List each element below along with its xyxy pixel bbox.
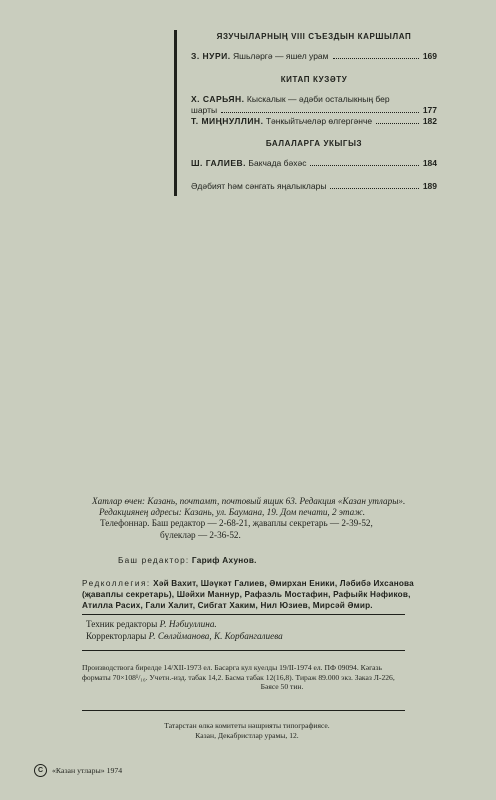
print-line: Производствога бирелде 14/XII-1973 ел. Басарга кул куелды 19/II-1974 ел. ПФ 09094. Кәгазь [82,663,383,672]
editorial-address [92,496,472,541]
toc-title: Тәнкыйтьчеләр өлгергәнче [265,116,373,126]
printing-house [82,721,412,741]
toc-leader-dots [333,58,419,59]
print-line: Бәясе 50 тин. [260,682,304,692]
toc-author: Х. САРЬЯН. [191,94,245,104]
chief-editor-name: Гариф Ахунов. [191,556,257,565]
toc-leader-dots [376,123,419,124]
toc-page-number: 189 [422,181,437,191]
divider-line [82,614,405,615]
tech-editor-name: Р. Нәбиуллина. [159,619,217,629]
toc-author: З. НУРИ. [191,51,231,61]
chief-editor [118,556,478,565]
technical-staff [86,618,446,642]
proofreaders-names: Р. Сөләйманова, К. Корбангалиева [148,631,283,641]
copyright-text: «Казан утлары» 1974 [52,766,123,775]
toc-entry [191,158,437,169]
toc-entry [191,181,437,192]
address-line: Редакциянең адресы: Казань, ул. Баумана, 19. Дом печати, 2 этаж. [99,507,366,518]
copyright-notice [34,764,234,777]
divider-line [82,650,405,651]
editorial-board [82,578,478,611]
toc-section-heading: БАЛАЛАРГА УКЫГЫЗ [265,139,363,148]
toc-title: Яшьләргә — яшел урам [233,51,329,61]
toc-leader-dots [221,112,419,113]
phone-line: Телефоннар. Баш редактор — 2-68-21, җаваплы секретарь — 2-39-52, [100,518,373,529]
toc-entry [191,116,437,127]
toc-author: Ш. ГАЛИЕВ. [191,158,247,168]
printing-house-line: Татарстан өлкә комитеты нәшрияты типографиясе. [164,721,330,730]
toc-page-number: 169 [422,51,437,61]
printing-house-line: Казан, Декабристлар урамы, 12. [195,731,299,740]
editorial-board-label: Редколлегия: [82,579,151,588]
table-of-contents [174,30,437,196]
toc-title: Кыскалык — әдәби осталыкның бер [246,94,390,104]
chief-editor-label: Баш редактор: [118,556,190,565]
toc-section-heading: ЯЗУЧЫЛАРНЫҢ VIII СЪЕЗДЫН КАРШЫЛАП [216,32,412,41]
toc-page-number: 177 [422,105,437,115]
copyright-icon: C [34,764,47,777]
phone-line: бүлекләр — 2-36-52. [160,529,241,540]
toc-page-number: 184 [422,158,437,168]
toc-leader-dots [310,165,418,166]
tech-editor-label: Техник редакторы [86,619,158,629]
toc-leader-dots [330,188,418,189]
board-members-line: Хәй Вахит, Шәүкәт Галиев, Әмирхан Еники, Ләбибә Ихсанова [153,579,414,588]
print-details [82,663,482,692]
toc-entry [191,51,437,62]
toc-title-continuation: шарты [191,105,218,115]
print-line: форматы 70×108¹/₁₆. Учетн.-изд. табак 14,2. Басма табак 12(16,8). Тираж 89.000 экз. Заказ Л-226, [82,672,395,682]
toc-title: Бакчада бәхәс [248,158,307,168]
board-members-line: (җаваплы секретарь), Шәйхи Маннур, Рафаэль Мостафин, Рафыйк Нәфиков, [82,590,411,599]
toc-section-heading: КИТАП КУЗӘТУ [280,75,348,84]
toc-entry [191,94,437,116]
toc-author: Т. МИҢНУЛЛИН. [191,116,264,126]
divider-line [82,710,405,711]
board-members-line: Атилла Расих, Гали Халит, Сибгат Хаким, Нил Юзиев, Мирсәй Әмир. [82,601,373,610]
proofreaders-label: Корректорлары [86,631,147,641]
toc-title: Әдәбият һәм сәнгать яңалыклары [191,181,327,191]
toc-page-number: 182 [422,116,437,126]
address-line: Хатлар өчен: Казань, почтамт, почтовый ящик 63. Редакция «Казан утлары». [92,496,406,506]
